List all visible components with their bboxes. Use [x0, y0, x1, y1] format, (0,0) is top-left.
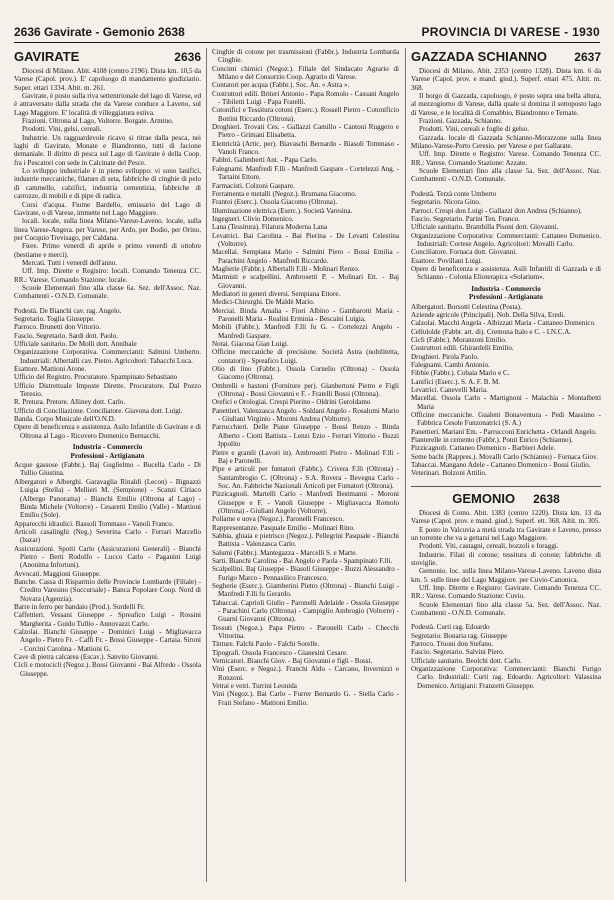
list-item: Concimi chimici (Negoz.). Filiale del Sindacato Agrario di Milano e del Consorzio Coop. Agrario di Varese. [212, 64, 399, 82]
list-item: Segretario. Bonaria rag. Giuseppe [411, 631, 508, 640]
paragraph: Diocesi di Milano. Abit. 4108 (centro 2196). Dista km. 10,5 da Varese (Capol. prov.). E' capoluogo di mandamento giudiziario. Super. ettari 1334. Altit. m. 261. [14, 67, 201, 92]
list-item: Parroco. Truoni don Stefano. [411, 639, 494, 648]
town-number: 2637 [574, 50, 601, 64]
list-item: Medici-Chirurghi. De Maldè Mario. [212, 298, 315, 307]
list-item: Organizzazione Corporativa: Commercianti: Bianchi Furigo Carlo. Industriali: Curti rag. Edoardo. Agricoltori: Valassina Domenico. Artigiani: Franzetti Giuseppe. [411, 665, 601, 690]
list-item: Vini (Negoz.). Bai Carlo - Furrer Bernardo G. - Stella Carlo - Frati Stefano - Mattioni Emilio. [212, 690, 399, 707]
list-item: Olio di lino (Fabbr.). Ossola Cornelio (Oltrona) - Ossola Giacomo (Oltrona). [212, 365, 399, 382]
list-item: Panettieri. Valenzasca Angelo - Soldani Angelo - Rosalumi Mario - Giuliani Virginio - Moroni Andrea (Voltorre). [212, 406, 399, 424]
list-item: Costruttori edili. Briteri Antonio - Papa Romolo - Cassani Angelo - Tibiletti Luigi - Papa Fratelli. [212, 89, 399, 107]
list-item: Cellulolde (Fabbr. art. di). Cremona Italo e C. - I.N.C.A. [411, 327, 572, 336]
section-heading: Industria - Commercio Professioni - Artigianato [70, 443, 145, 460]
list-item: Podestà. De Bianchi cav. rag. Angelo. [14, 306, 122, 315]
list-item: Lana (Tessitura). Filatura Moderna Lana [212, 223, 328, 232]
list-item: Assicurazioni. Spotti Carlo (Assicurazioni Generali) - Bianchi Pietro - Berti Rodolfo - Lucco Carlo - Paganini Luigi (Anonima Infortuni). [14, 544, 201, 570]
paragraph: Prodotti. Vini, cereali e foglie di gelso. [419, 125, 529, 134]
list-item: Ombrelli e bastoni (Forniture per). Gianbertoni Pietro e Figli (Oltrona) - Bossi Giovanni e F. - Fratelli Bossi (Oltrona). [212, 381, 399, 399]
list-item: Falegnami. Cambi Antonio. [411, 361, 490, 369]
list-item: Pizzicagnoli. Cattaneo Domenico - Barbieri Adele. [411, 444, 556, 453]
list-item: Tipografi. Ossola Francesco - Gianesini Cesare. [212, 648, 348, 657]
list-item: Cicli e motocicli (Negoz.). Bossi Giovanni - Bai Alfredo - Ossola Giuseppe. [14, 661, 201, 678]
firms-list [14, 461, 201, 678]
list-item: Avvocati. Maggioni Giuseppe. [14, 569, 101, 578]
list-item: Macellai. Ossola Carlo - Martignoni - Malachia - Montalbetti Maria [411, 394, 601, 411]
column-gazzada-gemonio [411, 48, 601, 882]
list-item: Tabaccai. Mangano Adele - Cattaneo Domenico - Bossi Giulio. [411, 461, 591, 470]
list-item: Ufficiale sanitario. De Molli dott. Annibale [14, 340, 137, 348]
list-item: Calzolai. Bianchi Giuseppe - Dominici Luigi - Migliavacca Angelo - Pietro Fr. - Caffi Fr. - Bossi Giuseppe - Cartaia. Sironi - Corcini Carolina - Mattioni G. [14, 628, 201, 653]
list-item: Tessuti (Negoz.). Papa Pietro - Paronelli Carlo - Checchi Vittorina. [212, 623, 399, 641]
list-item: Banda. Corpo Musicale dell'O.N.D. [14, 415, 116, 424]
list-item: Fascio. Segretario. Sardi dott. Paolo. [14, 331, 119, 340]
list-item: Lanifici (Eserc.). S. A. F. B. M. [411, 377, 501, 386]
list-item: Fascio. Segretario. Parini Ten. Franco. [411, 214, 520, 223]
paragraph: Diocesi di Milano. Abit. 2353 (centro 1328). Dista km. 6 da Varese (Capol. prov. e mand. giud.). Superf. ettari 475. Altit. m. 368. [411, 67, 601, 92]
list-item: Levatrici. Bai Carolina - Bai Pierina - De Levatti Celestina (Voltorre). [212, 231, 399, 248]
list-item: Droghieri. Pirola Paolo. [411, 352, 479, 361]
list-item: Mediatori in generi diversi. Sempiana Ettore. [212, 289, 341, 298]
list-item: Officine meccaniche di precisione. Società Astra (nobilitetta, contatori) - Spreafico Luigi. [212, 348, 399, 365]
list-item: Maglierie (Fabbr.). Albertalli F.lli - Molinari Renzo. [212, 264, 360, 273]
list-item: Podestà. Curti rag. Edoardo [411, 623, 490, 632]
town-name: GEMONIO [452, 490, 516, 506]
paragraph: Industrie. Un ragguardevole ricavo si ritrae dalla pesca, nei laghi di Gavirate, Monate e Biandronno, tutti di facione demaniale. Il diritto di pesca sul Lago di Gavirate è della Coop. fra i Pescatori con sede in Calcinate del Pesce. [14, 133, 201, 167]
list-item: Sabbia, ghiaia e pietrisco (Negoz.). Pellegrini Pasquale - Bianchi Battista - Valenzasca Carlo. [212, 531, 399, 549]
list-item: Cicli (Fabbr.). Moranzoni Emilio. [411, 335, 507, 344]
officials-list [14, 307, 201, 441]
list-item: Rappresentanze. Pasquale Emilio - Molinari Rino. [212, 523, 355, 532]
paragraph: Frazioni. Gazzada, Schianno. [419, 117, 503, 126]
list-item: Merciai. Binda Amalia - Fiori Albino - Gambarotti Maria - Paronelli Maria - Realini Erminia - Bescaini Luigia. [212, 306, 399, 323]
paragraph: Lo sviluppo industriale è in pieno sviluppo: vi sono lanifici, industrie meccaniche, filature di seta, fabbriche di cinghie di pelo di cammello, calzifici, industria cementizia, fabbriche di carrozze, di mobili e di pipe di radica. [14, 167, 201, 201]
list-item: Scalpellini. Baj Giuseppe - Biasoli Giuseppe - Buzzi Alessandro - Furigo Marco - Pennasilico Francesco. [212, 565, 399, 582]
list-item: Officine meccaniche. Gualeni Bonaventura - Pedi Massimo - Fabbrica Cesole Funzonatrici (S. A.) [411, 411, 601, 428]
firms-list [411, 303, 601, 478]
list-item: Organizzazione Corporativa: Commercianti: Cattaneo Domenico. Industriali: Cortese Angelo. Agricoltori: Movalli Carlo. [411, 231, 601, 248]
intro-list [411, 509, 601, 617]
list-item: Albergatori e Alberghi. Garavaglia Rinaldi (Lecon) - Bignazzi Luigia (Stella) - Mellieri M. (Sempione) - Scanzi Ciriaco (Albergo Panorama) - Bianchi Emilio (Oltrona al Lago) - Binda Michele (Voltorre) - Cesaretti Emilio (Valle) - Mattioni Emilio (Sole). [14, 477, 201, 520]
list-item: Mobili (Fabbr.). Manfredi F.lli fu G. - Cortelezzi Angelo - Manfredi Gaspare. [212, 323, 399, 340]
list-item: Vini (Eserc. e Negoz.). Franchi Aldo - Carcano, Invernizzi e Ronzoni. [212, 665, 399, 682]
list-item: Caffettieri. Vessani Giuseppe - Spreafico Luigi - Rossini Margherita - Guido Tullio - Annovazzi Carlo. [14, 611, 201, 628]
list-item: Notai. Giacosa Gian Luigi. [212, 340, 289, 349]
list-item: Macellai. Sempiana Mario - Salmini Piero - Bossi Emilia - Parachini Angelo - Manfredi Riccardo. [212, 248, 399, 265]
list-item: Elettricità (Artic. per). Biavaschi Bernardo - Biasoli Tommaso - Vanoli Franco. [212, 139, 399, 157]
list-item: Pietre e granili (Lavori in). Ambrosetti Pietro - Molinari F.lli - Baj e Paronelli. [212, 448, 399, 465]
column-gavirate [14, 48, 201, 882]
paragraph: Corsi d'acqua. Fiume Bardello, emissario del Lago di Gavirate, o di Varese, immette nel Lago Maggiore. [14, 200, 201, 217]
list-item: Parrucchieri. Delle Piane Giuseppe - Bossi Renzo - Binda Alberto - Ciotti Battista - Lenzi Ezio - Ferrari Vittorio - Buzzi Ippolito [212, 423, 399, 449]
header-right: PROVINCIA DI VARESE - 1930 [421, 25, 600, 39]
list-item: Salumi (Fabbr.). Mantegazza - Marcelli S. e Marte. [212, 548, 358, 557]
list-item: Parroci. Crespi don Luigi - Gallazzi don Andrea (Schianno). [411, 206, 582, 215]
column-rule [405, 48, 406, 882]
paragraph: Uff. Imp. Dirette e Registro: Varese. Comando Tenenza CC. RR.: Varese. Comando Stazione: Azzate. [411, 150, 601, 167]
list-item: Falegnami. Manfredi F.lli - Manfredi Gaspare - Cortelezzi Ang. - Tartaini Ettore. [212, 164, 399, 182]
town-name: GAZZADA SCHIANNO [411, 49, 548, 64]
list-item: Ferramenta e metalli (Negoz.). Brumana Giacomo. [212, 189, 357, 198]
list-item: Seme bachi (Rappres.). Movalli Carlo (Schianno) - Fornaca Giov. [411, 452, 598, 461]
paragraph: Uff. Imp. Dirette e Registro: locali. Comando Tenenza CC. RR.: Varese. Comando Stazione: locale. [14, 267, 201, 284]
list-item: Calzolai. Macchi Angela - Albizzati Maria - Cattaneo Domenico. [411, 319, 596, 328]
list-item: Opere di beneficenza e assistenza. Asili Infantili di Gazzada e di Schianno - Colonia Elioterapica «Solarium». [411, 264, 601, 282]
list-item: Pipe e articoli per fumatori (Fabbr.). Crivera F.lli (Oltrona) - Santambrogio C. (Oltrona) - S.A. Rovera - Bevegna Carlo - Soc. An. Fabbriche Nazionali Articoli per Fumatori (Oltrona). [212, 465, 399, 490]
list-item: R. Pretura. Pretore. Alliney dott. Carlo. [14, 398, 126, 407]
paragraph: Uff. Imp. Dirette e Registro: Gavirate. Comando Tenenza CC. RR.: Varese. Comando Stazione: Cuvio. [411, 583, 601, 601]
list-item: Costruttori edili. Ghirardelli Emilio. [411, 344, 514, 353]
list-item: Ufficio del Registro. Procuratore. Spampinato Sebastiano [14, 373, 178, 382]
list-item: Tinture. Falchi Paolo - Falchi Sorelle. [212, 640, 320, 649]
list-item: Ufficiale sanitario. Brambilla Pisoni dott. Giovanni. [411, 223, 559, 232]
list-item: Fibbie (Fabbr.). Cobaia Mario e C. [411, 369, 510, 378]
paragraph: Scuole Elementari fino alla classe 5a. Sez. dell'Assoc. Naz. Combattenti - O.N.D. Comunale. [411, 167, 601, 184]
paragraph: Gazzada. locale di Gazzada Schianno-Morazzone sulla linea Milano-Varese-Porto Ceresio. per Varese e per Gallarate. [411, 133, 601, 151]
list-item: Barre in ferro per bandaio (Prod.). Sordelli Fr. [14, 602, 145, 611]
list-item: Farmacisti. Colzoni Gaspare. [212, 181, 295, 190]
list-item: Podestà. Terzà conte Umberto [411, 189, 497, 198]
paragraph: Prodotti. Vini, gelsi, cereali. [22, 125, 102, 134]
column-rule [206, 48, 207, 882]
list-item: Cave di pietra calcarea (Escav.). Sanvito Giovanni. [14, 653, 159, 662]
list-item: Cotonifici e Tessitura cotoni (Eserc.). Rossell Pietro - Cotonificio Bottini Riccardo (Oltrona). [212, 106, 399, 123]
list-item: Segretario. Nicora Gino. [411, 198, 481, 207]
paragraph: E posto in Valcuvia a metà strada tra Gavirate e Laveno, presso un torrente che va a gettarsi nel Lago Maggiore. [411, 525, 601, 542]
header-left: 2636 Gavirate - Gemonio 2638 [14, 25, 185, 39]
paragraph: Scuole Elementari fino alla classe 5a. Sez. dell'Assoc. Naz. Combattenti - O.N.D. Comunale. [411, 600, 601, 617]
list-item: Sarti. Bianchi Carolina - Bai Angelo e Paola - Spampinato F.lli. [212, 556, 393, 565]
entry-title [411, 486, 601, 507]
list-item: Ufficio di Conciliazione. Conciliatore. Giavona dott. Luigi. [14, 406, 183, 415]
list-item: Orefici e Orologiai. Crespi Pierino - Oldrini Geroldamo [212, 398, 371, 407]
list-item: Pollame e uova (Negoz.). Paronelli Francesco. [212, 515, 344, 524]
list-item: Pizzicagnoli. Martelli Carlo - Manfredi Bestmanni - Moroni Giuseppe e F. - Vanoli Giuseppe - Migliavacca Romolo (Oltrona) - Giuliani Angelo (Voltorre). [212, 490, 399, 515]
town-number: 2636 [174, 50, 201, 64]
page-header [14, 22, 600, 43]
intro-list [411, 67, 601, 184]
entry-title [411, 49, 601, 65]
firms-list [212, 48, 399, 707]
list-item: Panettieri. Mariani Em. - Parrucconi Enrichetta - Orlandi Angelo. [411, 427, 597, 436]
list-item: Vetrai e vetri. Turrini Leonida [212, 682, 297, 691]
paragraph: Industrie. Filati di cotone; tessitura di cotone; fabbriche di stoviglie. [411, 550, 601, 567]
list-item: Vernicatori. Bianchi Giov. - Baj Giovanni e figli - Bossi. [212, 657, 373, 666]
list-item: Apparecchi idraulici. Bassoli Tommaso - Vanoli Franco. [14, 519, 174, 528]
list-item: Banche. Cassa di Risparmio delle Provincie Lombarde (Filiale) - Credito Varesino (Succursale) - Banca Popolare Coop. Nord di Novara (Agenzia). [14, 577, 201, 603]
intro-list [14, 67, 201, 301]
list-item: Conciliatore. Fornaca dott. Giovanni. [411, 248, 517, 257]
list-item: Ingegneri. Clivio Domenico. [212, 214, 294, 223]
entry-title [14, 49, 201, 65]
column-gavirate-continued [212, 48, 399, 882]
paragraph: Gavirate, è posto sulla riva settentrionale del lago di Varese, ed è attraversato dalla strada che da Varese conduce a Laveno, sul Lago Maggiore. E' località di villeggiatura estiva. [14, 92, 201, 117]
list-item: Illuminazione elettrica (Eserc.). Società Varesina. [212, 206, 353, 215]
list-item: Segretario. Toglia Giuseppe. [14, 314, 95, 323]
section-heading: Industria - Commercio Professioni - Artigianato [469, 284, 543, 302]
town-name: GAVIRATE [14, 49, 80, 64]
list-item: Ufficiale sanitario. Beolchi dott. Carlo. [411, 656, 522, 665]
paragraph: Scuole Elementari fino alla classe 6a. Sez. dell'Assoc. Naz. Combattenti - O.N.D. Comunale. [14, 283, 201, 301]
list-item: Levatrici. Canevelli Maria. [411, 386, 488, 395]
paragraph: locali. locale, sulla linea Milano-Varese-Laveno. locale, sulla linea Varese-Angera. per Varese, per Ardo, per Bodio, per Orino, per Cocquio Trevisago, per Caldana. [14, 217, 201, 242]
list-item: Frantoi (Eserc.). Ossola Giacomo (Oltrona). [212, 198, 338, 207]
list-item: Marmisti e scalpellini. Ambrosetti P. - Molinari Ett. - Baj Giovanni. [212, 273, 399, 290]
paragraph: Il borgo di Gazzada, capoluogo, è posto sopra una bella altura, al mezzogiorno di Varese, dalla quale si domina il sottoposto lago di Varese, e le località di Comabbio, Biandronno e Ternate. [411, 92, 601, 117]
list-item: Albergatori. Borsotti Celestina (Posta). [411, 302, 522, 311]
list-item: Organizzazione Corporativa. Commercianti: Salmini Umberto. Industriali: Albertalli cav. Pietro. Agricoltori: Tabacchi Luca. [14, 348, 201, 365]
list-item: Opere di beneficenza e assistenza. Asilo Infantile di Gavirate e di Oltrona al Lago - Ricovero Domenico Bernacchi. [14, 423, 201, 440]
list-item: Segherie (Eserc.). Giamberini Pietro (Oltrona) - Bianchi Luigi - Manfredi F.lli fu Gerardo. [212, 582, 399, 599]
officials-list [411, 190, 601, 282]
list-item: Veterinari. Bolzoni Attilio. [411, 469, 487, 478]
list-item: Fascio. Segretario. Salvini Piero. [411, 648, 505, 657]
list-item: Droghieri. Trovati Ces. - Gallazzi Camillo - Cantoni Ruggero e Pietro - Grimani Elisabetta. [212, 123, 399, 140]
paragraph: Fiere. Primo venerdì di aprile e primo venerdì di ottobre (bestiame e merci). [14, 242, 201, 259]
paragraph: Frazioni. Oltrona al Lago, Voltorre. Borgate. Armino. [22, 117, 174, 126]
list-item: Pianterelle in cemento (Fabbr.). Ponti Enrico (Schianno). [411, 436, 573, 445]
list-item: Esattore. Mattioni Arone. [14, 365, 87, 374]
officials-list [411, 623, 601, 690]
paragraph: Diocesi di Como. Abit. 1383 (centro 1220). Dista km. 13 da Varese (Capol. prov. e mand. giud.). Superf. ett. 368. Altit. m. 305. [411, 508, 601, 526]
list-item: Esattore. Povillani Luigi. [411, 256, 483, 265]
list-item: Tabaccai. Caprioli Giulio - Paronelli Adelaide - Ossola Giuseppe - Parachini Carlo (Oltrona) - Campiglio Ambrogio (Voltorre) - Guarnì Giovanni (Oltrona). [212, 598, 399, 624]
paragraph: Prodotti. Viti, castagni, cereali, bozzoli e foraggi. [419, 542, 559, 551]
paragraph: Mercati. Tutti i venerdì dell'anno. [22, 258, 118, 267]
list-item: Fabbri. Galimberti Ant. - Papa Carlo. [212, 156, 318, 165]
list-item: Ufficio Distrettuale Imposte Dirette. Procuratore. Dal Pozzo Teresio. [14, 381, 201, 399]
list-item: Aziende agricole (Principali). Nob. Della Silva, Eredi. [411, 310, 566, 319]
list-item: Articoli casalinghi (Neg.) Severina Carlo - Ferrari Marcello (bazar) [14, 527, 201, 545]
town-number: 2638 [533, 491, 560, 506]
list-item: Contatori per acqua (Fabbr.). Soc. An. « Astra ». [212, 81, 350, 90]
paragraph: Gemonio. loc. sulla linea Milano-Varese-Laveno. Laveno dista km. 5. sulle linee del Lago Maggiore. per Cuvio-Canonica. [411, 567, 601, 584]
list-item: Acque gassose (Fabbr.). Baj Guglielmo - Bucella Carlo - Di Tullio Giustina. [14, 461, 201, 478]
list-item: Parroco. Brunetti don Vittorio. [14, 323, 101, 332]
list-item: Cinghie di cotone per trasmissioni (Fabbr.). Industria Lombarda Cinghie. [212, 48, 399, 65]
